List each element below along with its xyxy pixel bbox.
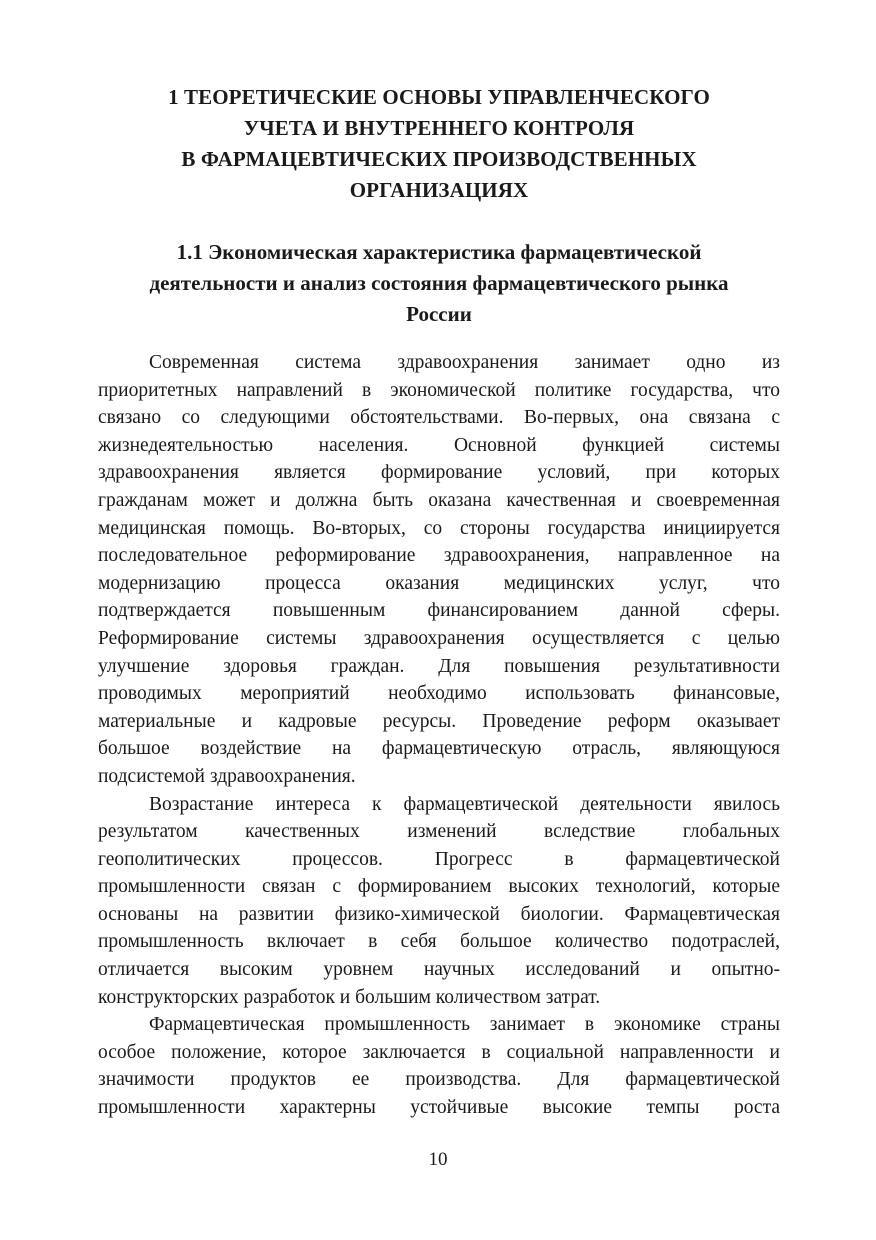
text-line: конструкторских разработок и большим количеством затрат. bbox=[98, 986, 601, 1008]
text-line: проводимых мероприятий необходимо использовать финансовые, bbox=[98, 683, 780, 705]
text-line: промышленности характерны устойчивые высокие темпы роста bbox=[98, 1097, 780, 1119]
section-title-line: деятельности и анализ состояния фармацевтического рынка bbox=[149, 271, 729, 295]
text-line: результатом качественных изменений вследствие глобальных bbox=[98, 821, 780, 843]
section-title bbox=[98, 237, 780, 330]
text-line: особое положение, которое заключается в социальной направленности и bbox=[98, 1041, 780, 1063]
text-line: основаны на развитии физико-химической биологии. Фармацевтическая bbox=[98, 903, 780, 925]
text-line: промышленности связан с формированием высоких технологий, которые bbox=[98, 876, 780, 898]
document-page bbox=[98, 82, 780, 1122]
text-line: отличается высоким уровнем научных исследований и опытно- bbox=[98, 959, 780, 981]
chapter-title bbox=[98, 82, 780, 206]
text-line: Возрастание интереса к фармацевтической деятельности явилось bbox=[149, 793, 780, 815]
paragraph-1 bbox=[98, 349, 780, 791]
text-line: жизнедеятельностью населения. Основной функцией системы bbox=[98, 434, 780, 456]
text-line: здравоохранения является формирование условий, при которых bbox=[98, 462, 780, 484]
text-line: связано со следующими обстоятельствами. Во-первых, она связана с bbox=[98, 407, 780, 429]
paragraph-2 bbox=[98, 791, 780, 1012]
text-line: гражданам может и должна быть оказана качественная и своевременная bbox=[98, 489, 780, 511]
text-line: Современная система здравоохранения занимает одно из bbox=[149, 352, 780, 373]
chapter-title-line: ОРГАНИЗАЦИЯХ bbox=[349, 178, 529, 202]
text-line: улучшение здоровья граждан. Для повышения результативности bbox=[98, 655, 780, 677]
text-line: большое воздействие на фармацевтическую отрасль, являющуюся bbox=[98, 738, 780, 760]
text-line: медицинская помощь. Во-вторых, со стороны государства инициируется bbox=[98, 517, 780, 539]
text-line: подтверждается повышенным финансированием данной сферы. bbox=[98, 600, 780, 622]
page-number: 10 bbox=[428, 1149, 448, 1170]
chapter-title-line: 1 ТЕОРЕТИЧЕСКИЕ ОСНОВЫ УПРАВЛЕНЧЕСКОГО bbox=[168, 85, 710, 109]
text-line: материальные и кадровые ресурсы. Проведение реформ оказывает bbox=[98, 710, 780, 732]
text-line: подсистемой здравоохранения. bbox=[98, 765, 356, 787]
chapter-title-line: УЧЕТА И ВНУТРЕННЕГО КОНТРОЛЯ bbox=[243, 116, 635, 140]
text-line: последовательное реформирование здравоохранения, направленное на bbox=[98, 545, 780, 567]
text-line: геополитических процессов. Прогресс в фармацевтической bbox=[98, 848, 780, 870]
section-title-line: России bbox=[406, 302, 472, 326]
text-line: значимости продуктов ее производства. Для фармацевтической bbox=[98, 1069, 780, 1091]
section-title-line: 1.1 Экономическая характеристика фармацевтической bbox=[176, 240, 702, 264]
text-line: Фармацевтическая промышленность занимает в экономике страны bbox=[149, 1014, 780, 1036]
text-line: Реформирование системы здравоохранения осуществляется с целью bbox=[98, 627, 780, 649]
chapter-title-line: В ФАРМАЦЕВТИЧЕСКИХ ПРОИЗВОДСТВЕННЫХ bbox=[181, 147, 697, 171]
text-line: промышленность включает в себя большое количество подотраслей, bbox=[98, 931, 780, 953]
text-line: модернизацию процесса оказания медицинских услуг, что bbox=[98, 572, 780, 594]
body-text bbox=[98, 349, 780, 1122]
paragraph-3 bbox=[98, 1011, 780, 1121]
text-line: приоритетных направлений в экономической политике государства, что bbox=[98, 379, 780, 401]
